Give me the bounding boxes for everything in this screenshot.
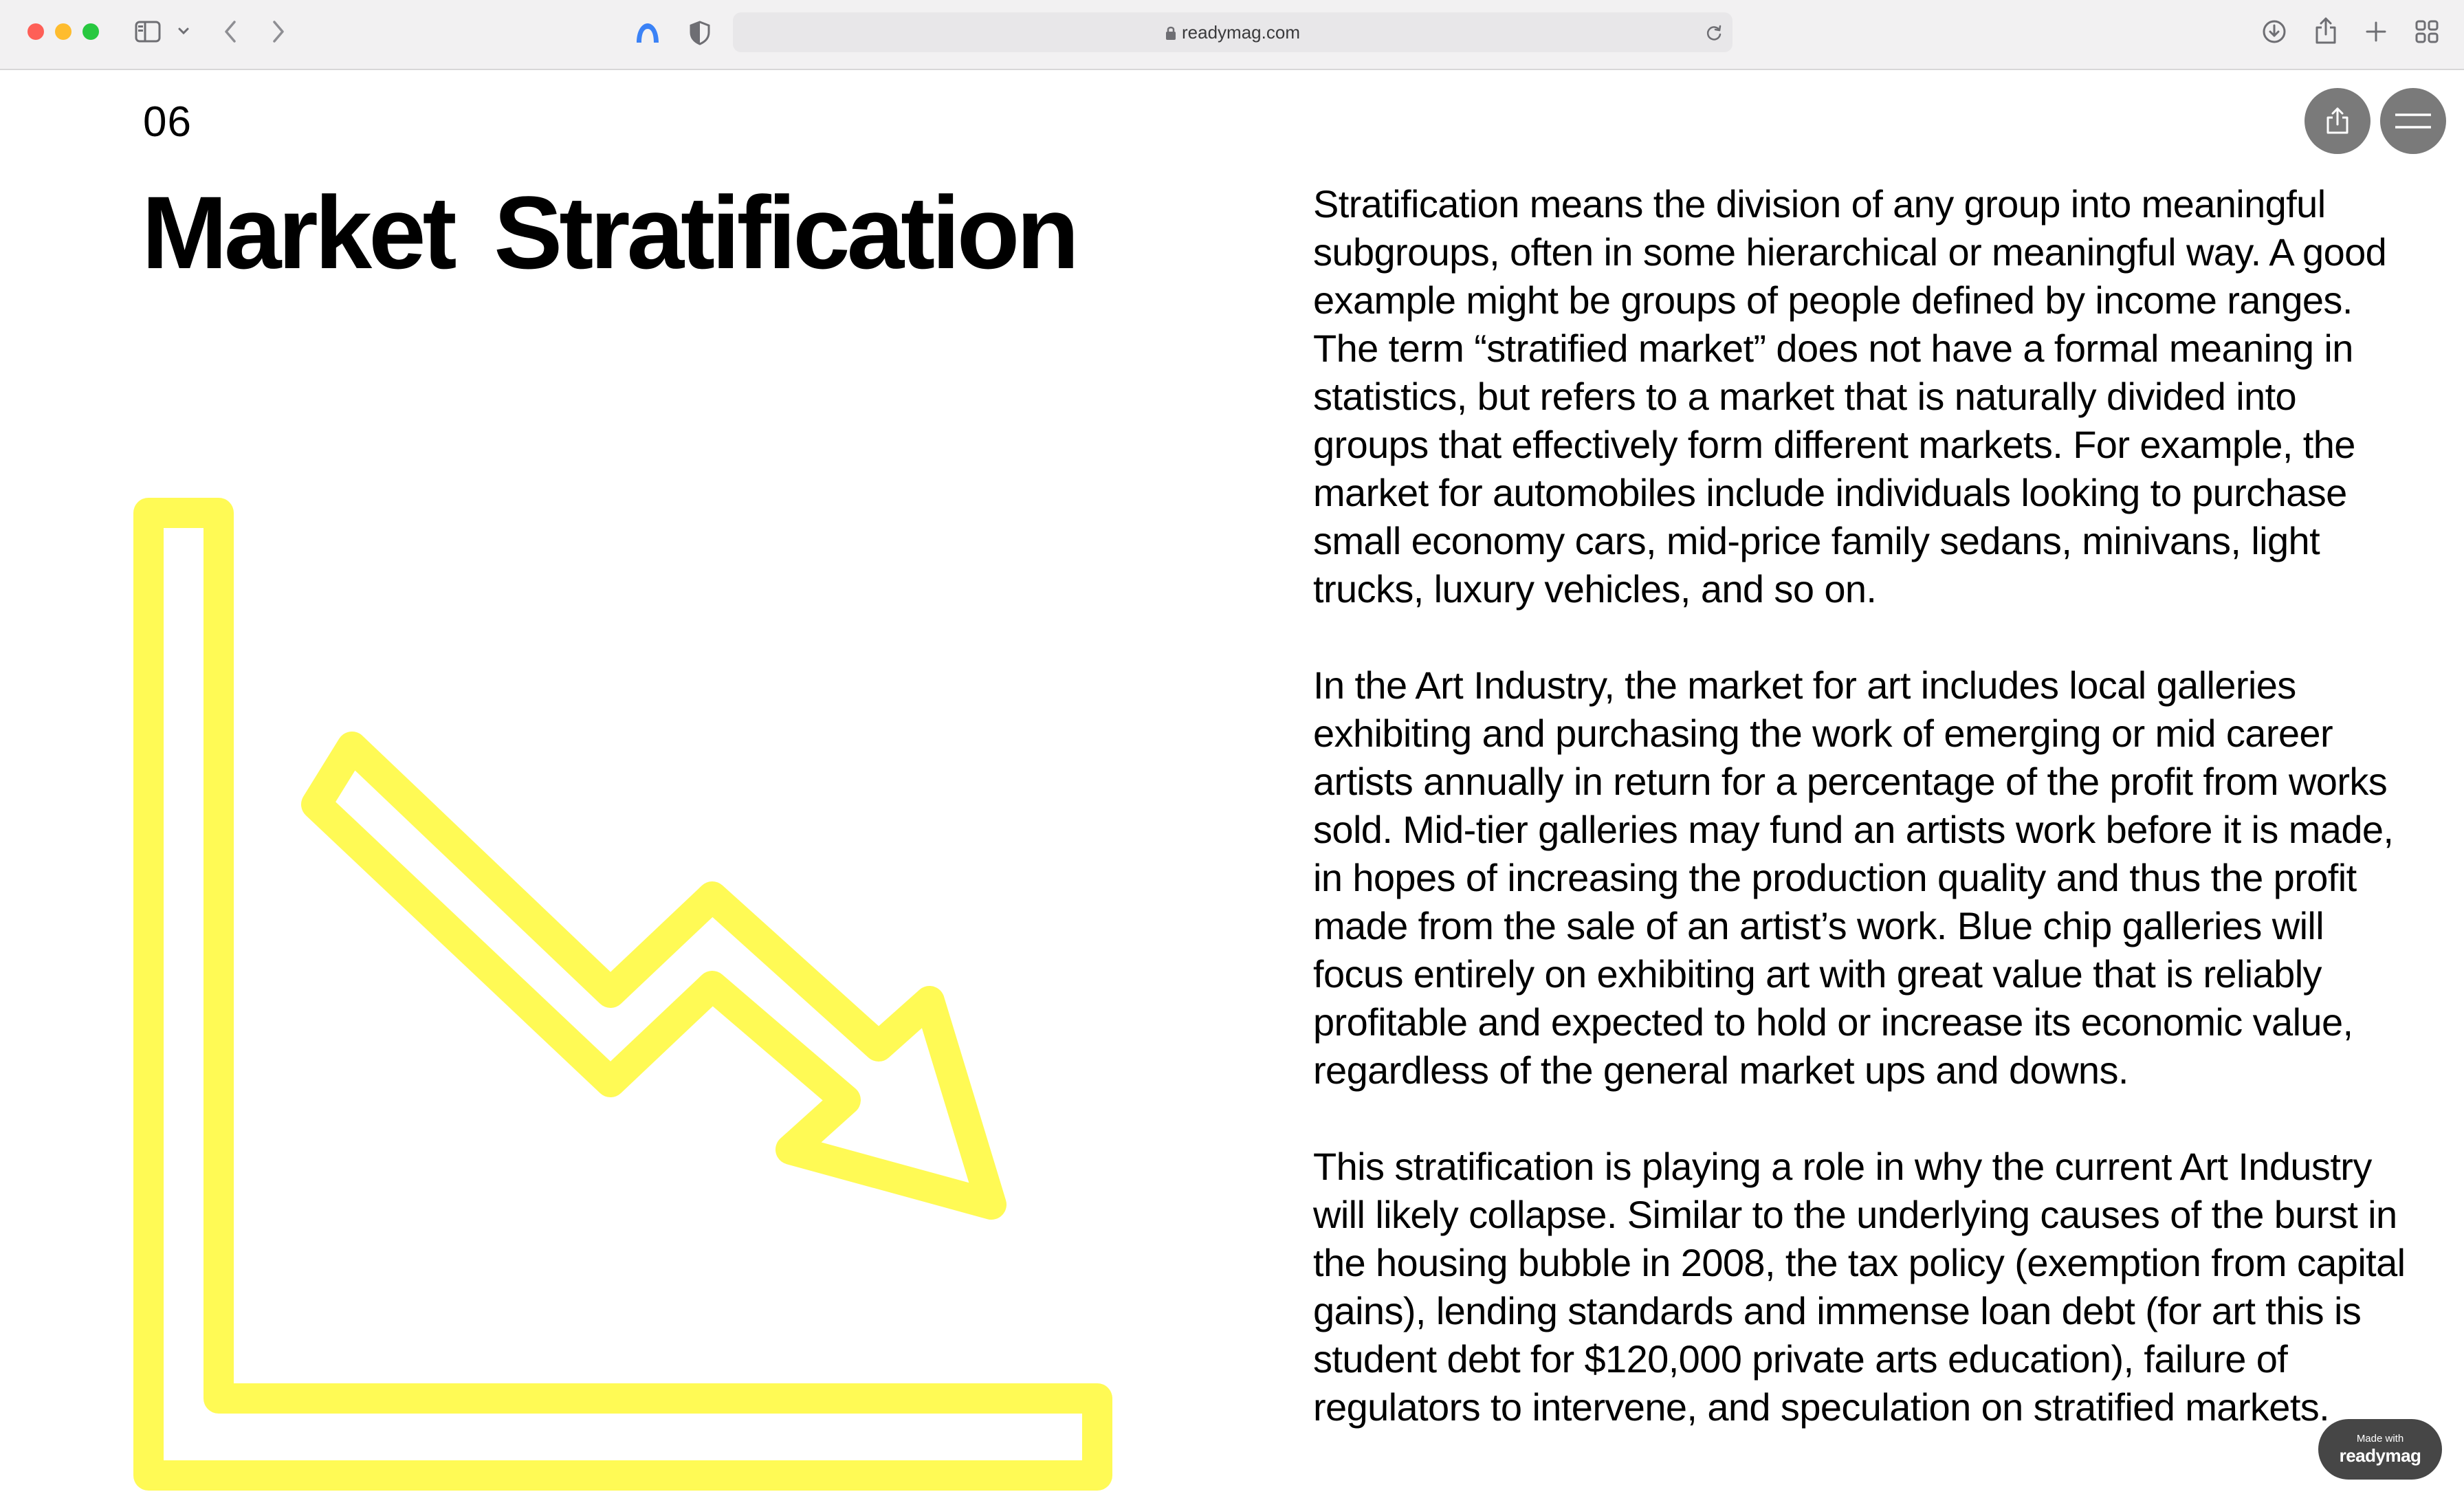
page-menu-button[interactable] — [2380, 88, 2446, 154]
close-window-button[interactable] — [28, 23, 44, 40]
declining-chart-graphic — [131, 436, 1128, 1505]
url-text: readymag.com — [1182, 22, 1300, 43]
page-title: Market Stratification — [142, 175, 1076, 290]
readymag-page — [0, 72, 2464, 1503]
shield-icon[interactable] — [689, 21, 711, 45]
section-number: 06 — [143, 98, 192, 146]
article-body — [1313, 180, 2417, 1480]
forward-arrow-icon[interactable] — [271, 19, 286, 44]
share-icon — [2324, 106, 2351, 136]
made-with-readymag-badge[interactable] — [2318, 1419, 2442, 1480]
down-arrow-outline — [316, 747, 991, 1205]
lock-icon — [1165, 14, 1176, 54]
sidebar-icon[interactable] — [135, 21, 162, 43]
paragraph: Stratification means the division of any group into meaningful subgroups, often in some hierarchical or meaningful way. A good example might be groups of people defined by income ranges. The term “stratified market” does not have a formal meaning in statistics, but refers to a market that is naturally divided into groups that effectively form different markets. For example, the market for automobiles include individuals looking to purchase small economy cars, mid-price family sedans, minivans, light trucks, luxury vehicles, and so on. — [1313, 182, 2387, 611]
browser-toolbar — [0, 0, 2464, 70]
chevron-down-icon[interactable] — [177, 26, 190, 36]
hamburger-menu-icon — [2394, 111, 2432, 131]
plus-icon[interactable] — [2365, 21, 2387, 43]
tab-overview-icon[interactable] — [2414, 19, 2439, 44]
minimize-window-button[interactable] — [55, 23, 72, 40]
back-arrow-icon[interactable] — [223, 19, 238, 44]
page-share-button[interactable] — [2304, 88, 2370, 154]
badge-line1: Made with — [2356, 1433, 2404, 1444]
download-icon[interactable] — [2262, 19, 2287, 44]
reload-icon[interactable] — [1705, 23, 1723, 46]
paragraph: In the Art Industry, the market for art includes local galleries exhibiting and purchasing the work of emerging or mid career artists annually in return for a percentage of the profit from works sold. Mid-tier galleries may fund an artists work before it is made, in hopes of increasing the production quality and thus the profit made from the sale of an artist’s work. Blue chip galleries will focus entirely on exhibiting art with great value that is reliably profitable and expected to hold or increase its economic value, regardless of the general market ups and downs. — [1313, 663, 2394, 1092]
zoom-window-button[interactable] — [82, 23, 99, 40]
address-bar[interactable] — [733, 12, 1732, 52]
share-icon[interactable] — [2314, 17, 2338, 45]
paragraph: This stratification is playing a role in why the current Art Industry will likely collapse. Similar to the underlying causes of the burst in the housing bubble in 2008, the tax policy (exemption from capital gains), lending standards and immense loan debt (for art this is student debt for $120,000 private arts education), failure of regulators to intervene, and speculation on stratified markets. — [1313, 1145, 2406, 1429]
badge-line2: readymag — [2339, 1445, 2421, 1466]
extension-icon[interactable] — [634, 21, 661, 45]
